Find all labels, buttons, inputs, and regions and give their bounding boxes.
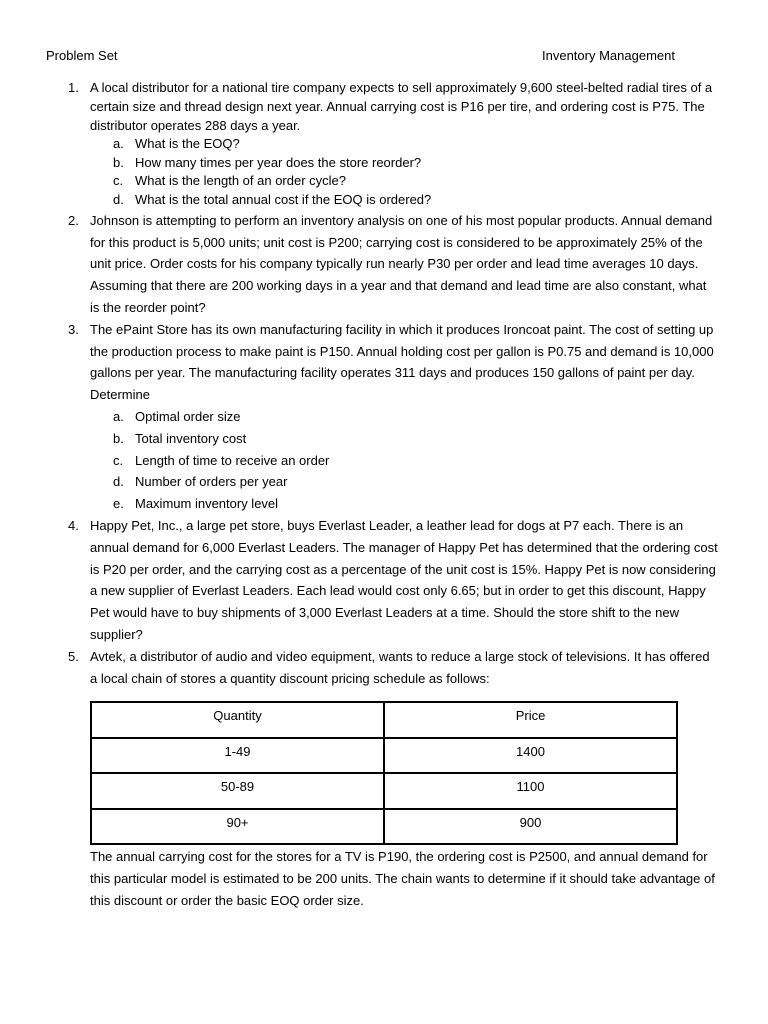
sub-question-letter: c. <box>113 452 124 468</box>
problem-number: 3. <box>68 321 79 337</box>
table-row <box>91 773 677 809</box>
problem-2 <box>0 210 718 319</box>
sub-question <box>90 135 718 154</box>
header-subject: Inventory Management <box>542 48 675 63</box>
problem-text: A local distributor for a national tire company expects to sell approximately 9,600 steel-belted radial tires of a certain size and thread design next year. Annual carrying cost is P16 per tire, and ordering cost is P75. The distributor operates 288 days a year. <box>90 80 713 133</box>
problem-text: Johnson is attempting to perform an inventory analysis on one of his most popular products. Annual demand for this product is 5,000 units; unit cost is P200; carrying cost is considered to be approximately 25% of the unit price. Order costs for his company typically run nearly P30 per order and lead time averages 10 days. Assuming that there are 200 working days in a year and that demand and lead time are also constant, what is the reorder point? <box>90 212 713 315</box>
sub-question-text: Maximum inventory level <box>135 496 279 512</box>
sub-question-letter: c. <box>113 173 124 189</box>
sub-question-letter: a. <box>113 136 124 151</box>
sub-question <box>90 450 718 472</box>
sub-question-text: Total inventory cost <box>135 430 247 446</box>
sub-question-letter: d. <box>113 192 124 208</box>
problem-4 <box>0 515 718 646</box>
quantity-cell: 90+ <box>91 809 384 845</box>
quantity-cell: 1-49 <box>91 738 384 774</box>
sub-question-letter: b. <box>113 430 124 446</box>
sub-question-letter: d. <box>113 474 124 490</box>
sub-question <box>90 154 718 173</box>
problem-1 <box>0 78 718 210</box>
price-cell: 1100 <box>384 773 677 809</box>
problem-number: 2. <box>68 212 79 228</box>
sub-question-text: Length of time to receive an order <box>135 452 330 468</box>
sub-question-text: Optimal order size <box>135 408 241 424</box>
sub-question-letter: a. <box>113 408 124 424</box>
problem-5-continuation: The annual carrying cost for the stores for a TV is P190, the ordering cost is P2500, and annual demand for this particular model is estimated to be 200 units. The chain wants to determine if it should take advantage of this discount or order the basic EOQ order size. <box>90 849 715 908</box>
table-row <box>91 738 677 774</box>
discount-schedule-table <box>90 701 678 845</box>
problem-text: Happy Pet, Inc., a large pet store, buys Everlast Leader, a leather lead for dogs at P7 each. There is an annual demand for 6,000 Everlast Leaders. The manager of Happy Pet has determined that the ordering cost is P20 per order, and the carrying cost as a percentage of the unit cost is 15%. Happy Pet is now considering a new supplier of Everlast Leaders. Each lead would cost only 6.65; but in order to get this discount, Happy Pet would have to buy shipments of 3,000 Everlast Leaders at a time. Should the store shift to the new supplier? <box>90 517 718 642</box>
header-title: Problem Set <box>46 48 118 63</box>
sub-question <box>90 471 718 493</box>
price-cell: 1400 <box>384 738 677 774</box>
sub-question-letter: e. <box>113 496 124 512</box>
sub-question <box>90 428 718 450</box>
table-row <box>91 809 677 845</box>
problem-3 <box>0 319 718 515</box>
sub-question <box>90 191 718 210</box>
sub-question-list <box>90 406 718 515</box>
quantity-column-header: Quantity <box>91 702 384 738</box>
sub-question <box>90 406 718 428</box>
problem-number: 1. <box>68 80 79 95</box>
price-column-header: Price <box>384 702 677 738</box>
quantity-cell: 50-89 <box>91 773 384 809</box>
sub-question-text: What is the EOQ? <box>135 136 240 151</box>
problem-number: 4. <box>68 517 79 533</box>
sub-question-text: How many times per year does the store reorder? <box>135 154 422 170</box>
table-header-row <box>91 702 677 738</box>
problem-5 <box>0 646 718 690</box>
sub-question-letter: b. <box>113 154 124 170</box>
problem-number: 5. <box>68 648 79 664</box>
problem-list <box>0 78 768 689</box>
sub-question-text: What is the length of an order cycle? <box>135 173 347 189</box>
problem-text: The ePaint Store has its own manufacturing facility in which it produces Ironcoat paint. The cost of setting up the production process to make paint is P150. Annual holding cost per gallon is P0.75 and demand is 10,000 gallons per year. The manufacturing facility operates 311 days and produces 150 gallons of paint per day. Determine <box>90 321 714 403</box>
problem-text: Avtek, a distributor of audio and video equipment, wants to reduce a large stock of televisions. It has offered a local chain of stores a quantity discount pricing schedule as follows: <box>90 648 710 686</box>
sub-question-list <box>90 135 718 210</box>
sub-question <box>90 493 718 515</box>
price-cell: 900 <box>384 809 677 845</box>
sub-question <box>90 172 718 191</box>
sub-question-text: What is the total annual cost if the EOQ is ordered? <box>135 192 432 208</box>
sub-question-text: Number of orders per year <box>135 474 288 490</box>
